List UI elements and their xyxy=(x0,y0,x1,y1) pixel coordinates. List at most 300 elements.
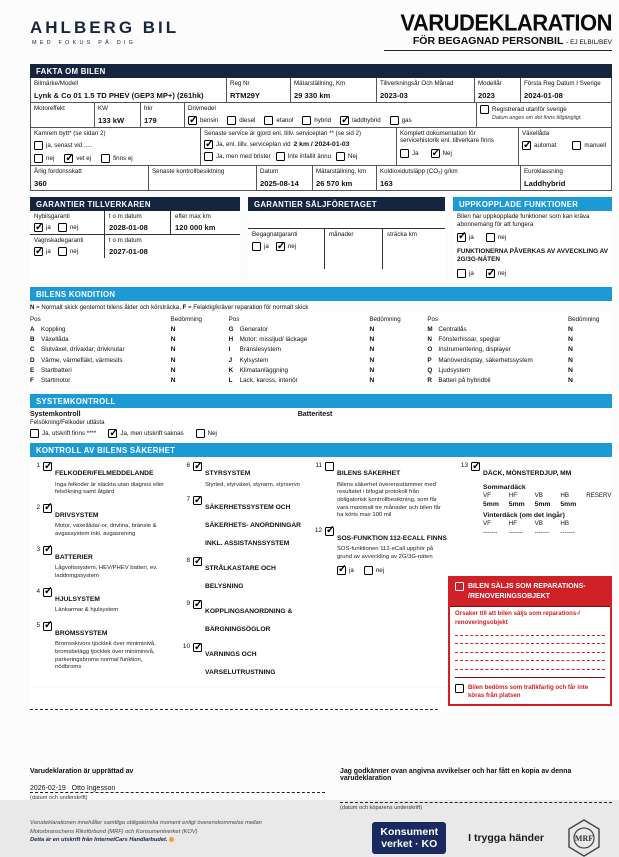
tire-col: HB xyxy=(560,520,569,528)
nybilsgaranti-row xyxy=(30,211,240,234)
uppkopplade-ja-checkbox[interactable] xyxy=(457,233,466,242)
uppkopplade-text: Bilen har uppkopplade funktioner som kan kräva abonnemang för att fungera xyxy=(457,213,590,229)
item-title: DÄCK, MÖNSTERDJUP, MM xyxy=(483,470,572,478)
option-label: nej xyxy=(69,224,79,231)
dealer-logo-name: AHLBERG BIL xyxy=(30,18,180,37)
mrf-seal-icon xyxy=(566,819,602,857)
noteringar-body xyxy=(30,702,445,710)
vagnskade-ja-checkbox[interactable] xyxy=(34,247,43,256)
field-value: 2025-08-14 xyxy=(260,179,299,188)
item-number: 13 xyxy=(460,462,468,470)
option-label: ja xyxy=(46,248,51,255)
field-label: hkr xyxy=(144,105,153,112)
item-title: VARNINGS OCH VARSELUTRUSTNING xyxy=(205,651,276,677)
checklist-item-4 xyxy=(30,588,170,615)
section-systemkontroll: SYSTEMKONTROLL xyxy=(30,394,612,408)
tire-value: 5mm xyxy=(508,501,525,509)
field-label: Euroklassning xyxy=(524,168,563,175)
tire-value: ------- xyxy=(534,529,550,537)
seller-signature-caption: (datum och underskrift) xyxy=(30,794,88,801)
utskrift-saknas-checkbox[interactable] xyxy=(108,429,117,438)
field-bilmarke xyxy=(31,78,227,102)
pos-header: Pos xyxy=(228,316,240,323)
option-label: Ja xyxy=(412,150,419,157)
begagnat-nej-checkbox[interactable] xyxy=(276,242,285,251)
paverkas-nej-checkbox[interactable] xyxy=(486,269,495,278)
pos: E xyxy=(30,366,35,374)
option-label: ja xyxy=(46,224,51,231)
option-label: Ja, utskrift finns **** xyxy=(42,430,97,438)
item-9-checkbox[interactable] xyxy=(193,600,202,609)
garanti-name: Nybilsgaranti xyxy=(34,213,70,220)
vinterdack-table xyxy=(483,520,612,536)
kamrem-ja-checkbox[interactable] xyxy=(34,141,43,150)
reparationsobjekt-title: BILEN SÄLJS SOM REPARATIONS- /RENOVERINGSOBJEKT xyxy=(468,583,586,600)
pos: D xyxy=(30,356,35,364)
uppkopplade-nej-checkbox[interactable] xyxy=(486,233,495,242)
value: N xyxy=(568,326,573,333)
document-footer xyxy=(30,819,612,857)
trygga-hander-text: I trygga händer xyxy=(468,831,544,844)
field-regnr xyxy=(227,78,291,102)
checklist-item-8 xyxy=(180,557,302,593)
diesel-checkbox[interactable] xyxy=(227,116,236,125)
kondition-col-1 xyxy=(30,314,215,386)
value: N xyxy=(369,356,375,364)
section-bilens-kondition: BILENS KONDITION xyxy=(30,287,612,301)
fineprint-line-3-text: Detta är en utskrift från InternetCars Handlarbudet. xyxy=(30,837,168,844)
vinterdack-label: Vinterdäck (om det ingår) xyxy=(483,512,565,520)
ecall-ja-checkbox[interactable] xyxy=(337,566,346,575)
name: Klimatanläggning xyxy=(239,366,288,374)
name: Generator xyxy=(239,326,269,333)
kondition-row xyxy=(229,356,414,366)
orsaker-line[interactable] xyxy=(455,627,605,636)
field-euroklassning xyxy=(521,166,611,190)
begagnatgaranti-row xyxy=(248,228,445,269)
kamrem-nej-checkbox[interactable] xyxy=(34,154,43,163)
kondition-row xyxy=(427,325,612,335)
value: N xyxy=(568,376,573,384)
manader-label: månader xyxy=(329,231,354,238)
field-tillverkningsar xyxy=(377,78,475,102)
etanol-checkbox[interactable] xyxy=(264,116,273,125)
hybrid-checkbox[interactable] xyxy=(302,116,311,125)
item-6-checkbox[interactable] xyxy=(193,462,202,471)
field-value: 163 xyxy=(380,179,393,188)
document-subtitle xyxy=(384,35,612,47)
field-value: 133 kW xyxy=(98,116,125,125)
kamrem-vetej-checkbox[interactable] xyxy=(64,154,73,163)
field-value: RTM29Y xyxy=(230,91,260,100)
field-label: Senaste service är gjord enl. tillv. serviceplan ** (se sid 2) xyxy=(204,130,362,137)
kondition-row xyxy=(229,325,414,335)
tire-col: RESERV xyxy=(586,492,612,500)
noteringar-line[interactable] xyxy=(30,702,438,710)
drivmedel-option-diesel xyxy=(227,116,255,125)
item-number: 8 xyxy=(186,557,190,565)
dok-nej-checkbox[interactable] xyxy=(431,149,440,158)
kamrem-nej xyxy=(34,154,54,163)
field-label: Drivmedel xyxy=(188,105,216,112)
vagnskade-nej-checkbox[interactable] xyxy=(58,247,67,256)
tire-col: HB xyxy=(560,492,569,500)
orsaker-line[interactable] xyxy=(455,636,605,645)
section-kontroll-sakerhet: KONTROLL AV BILENS SÄKERHET xyxy=(30,443,612,457)
option-label: hybrid xyxy=(314,117,332,124)
document-title: VARUDEKLARATION xyxy=(400,9,612,36)
drivmedel-option-gas xyxy=(390,116,412,125)
field-label: Komplett dokumentation för servicehistorik enl. tillverkare finns xyxy=(400,130,494,144)
subtitle-text: FÖR BEGAGNAD PERSONBIL xyxy=(412,35,564,47)
dealer-logo-tagline: MED FOKUS PÅ DIG xyxy=(32,40,137,46)
tire-col: VB xyxy=(534,520,543,528)
checklist-item-3 xyxy=(30,546,170,581)
item-desc: Länkarmar & hjulsystem xyxy=(55,607,119,614)
systemkontroll-title: Systemkontroll xyxy=(30,411,81,419)
item-title: BROMSSYSTEM xyxy=(55,629,108,637)
option-label: Ja, men utskrift saknas xyxy=(120,430,184,438)
fineprint-line-2: Motorbranschens Riksförbund (MRF) och Konsumentverket (KOV) xyxy=(30,828,198,835)
name: Startmotor xyxy=(41,376,71,384)
option-label: manuell xyxy=(584,142,607,149)
kondition-row xyxy=(30,345,215,355)
option-label: Nej xyxy=(207,430,217,438)
field-hkr xyxy=(141,103,185,127)
checklist-item-10 xyxy=(180,643,302,679)
orsaker-line[interactable] xyxy=(455,661,605,670)
field-label: Första Reg Datum I Sverige xyxy=(524,80,601,87)
value: N xyxy=(170,336,176,344)
item-5-checkbox[interactable] xyxy=(43,622,52,631)
drivmedel-option-hybrid xyxy=(302,116,331,125)
option-label: finns ej xyxy=(113,155,133,162)
service-nej-checkbox[interactable] xyxy=(336,152,345,161)
field-value: Laddhybrid xyxy=(524,179,566,188)
reparationsobjekt-checkbox[interactable] xyxy=(455,582,464,591)
orsaker-line[interactable] xyxy=(455,644,605,653)
name: Kylsystem xyxy=(239,356,269,364)
value: N xyxy=(568,346,573,354)
tom-datum-value: 2027-01-08 xyxy=(109,247,148,256)
tire-value xyxy=(586,501,612,508)
field-value: 2023-03 xyxy=(380,91,408,100)
legend-n: N xyxy=(30,304,35,311)
item-desc: Styrled, styrväxel, styrarm, styrservo xyxy=(205,481,300,488)
utskrift-finns-checkbox[interactable] xyxy=(30,429,39,438)
service-inte-infallit xyxy=(276,152,331,161)
name: Slutväxel, drivaxlar, drivknutar xyxy=(41,346,125,354)
option-label: vet ej xyxy=(76,155,92,162)
option-label: etanol xyxy=(276,117,294,124)
item-number: 5 xyxy=(36,621,40,629)
value: N xyxy=(170,376,176,384)
pos: H xyxy=(228,336,234,344)
service-date-value: 2 km / 2024-01-03 xyxy=(293,141,350,148)
option-label: ja xyxy=(264,243,269,250)
footer-logos xyxy=(372,819,602,857)
pos: C xyxy=(30,346,35,354)
bedomning-header: Bedömning xyxy=(568,316,600,323)
nybilsgaranti-ja-checkbox[interactable] xyxy=(34,223,43,232)
orsaker-line[interactable] xyxy=(455,653,605,662)
option-label: Registrerad utanför sverige xyxy=(492,106,567,113)
section-garantier-tillverkaren: GARANTIER TILLVERKAREN xyxy=(30,197,240,211)
buyer-signature-label: Jag godkänner ovan angivna avvikelser och har fått en kopia av denna varudeklaration xyxy=(340,768,572,783)
field-label: Koldioxidutsläpp (CO₂) g/km xyxy=(380,168,458,175)
laddhybrid-checkbox[interactable] xyxy=(340,116,349,125)
item-12-checkbox[interactable] xyxy=(325,527,334,536)
item-number: 7 xyxy=(186,496,190,504)
tire-col: VB xyxy=(534,492,543,500)
kondition-row xyxy=(427,356,612,366)
field-label: Mätarställning, Km xyxy=(294,80,346,87)
service-brister-checkbox[interactable] xyxy=(204,152,213,161)
item-11-checkbox[interactable] xyxy=(325,462,334,471)
item-title: SOS-FUNKTION 112-ECALL FINNS xyxy=(337,534,447,542)
name: Bränslesystem xyxy=(239,346,281,354)
item-desc: Inga felkoder är släckta utan diagnos eller felsökning samt åtgärd xyxy=(55,481,165,496)
item-number: 12 xyxy=(314,526,322,534)
value: N xyxy=(568,336,573,344)
option-label: Ja, men med brister xyxy=(216,153,271,160)
item-number: 1 xyxy=(36,462,40,470)
sommardack-table xyxy=(483,492,612,508)
vaxellada-manuell xyxy=(572,141,606,150)
option-label: Inte infallit ännu xyxy=(287,153,332,160)
kondition-row xyxy=(30,376,215,386)
reparationsobjekt-box xyxy=(448,576,612,706)
field-value: 26 570 km xyxy=(316,179,353,188)
registrerad-checkbox[interactable] xyxy=(480,105,489,114)
tom-datum-label: t o m datum xyxy=(109,213,142,220)
item-8-checkbox[interactable] xyxy=(193,557,202,566)
field-motoreffekt xyxy=(31,103,95,127)
checklist-item-7 xyxy=(180,496,302,550)
option-label: diesel xyxy=(239,117,256,124)
value: N xyxy=(369,326,375,333)
item-number: 10 xyxy=(182,643,190,651)
bedomning-header: Bedömning xyxy=(170,316,202,323)
item-number: 2 xyxy=(36,503,40,511)
tire-value: ------- xyxy=(483,529,498,537)
kondition-row xyxy=(229,345,414,355)
pos: B xyxy=(30,336,35,344)
tire-col: VF xyxy=(483,520,491,528)
section-noteringar: NOTERINGAR OM ÖVRIGA KÄNDA AVVIKELSER xyxy=(30,688,445,702)
option-label: Nej xyxy=(348,153,358,160)
field-forsta-reg xyxy=(521,78,611,102)
drivmedel-option-laddhybrid xyxy=(340,116,381,125)
pos: K xyxy=(228,366,234,374)
pos-header: Pos xyxy=(30,316,41,323)
item-13-checkbox[interactable] xyxy=(471,462,480,471)
field-vaxellada xyxy=(519,128,611,165)
option-label: bensin xyxy=(200,117,219,124)
option-label: nej xyxy=(287,243,297,250)
field-label: Senaste kontrollbesiktning xyxy=(152,168,225,175)
kondition-col-2 xyxy=(229,314,414,386)
field-label: Tillverkningsår Och Månad xyxy=(380,80,454,87)
field-value: 360 xyxy=(34,179,47,188)
funktioner-paverkas-text: FUNKTIONERNA PÅVERKAS AV AVVECKLING AV 2G/3G-NÄTEN xyxy=(457,247,609,264)
kondition-row xyxy=(427,345,612,355)
pos: A xyxy=(30,326,35,333)
item-number: 11 xyxy=(315,462,322,470)
item-title: BILENS SÄKERHET xyxy=(337,470,401,478)
field-label: Reg Nr xyxy=(230,80,250,87)
kondition-row xyxy=(229,335,414,345)
document-title-block xyxy=(384,9,612,51)
item-7-checkbox[interactable] xyxy=(193,496,202,505)
field-label: Datum xyxy=(260,168,279,175)
value: N xyxy=(170,356,176,364)
item-4-checkbox[interactable] xyxy=(43,588,52,597)
field-drivmedel xyxy=(185,103,477,127)
field-service xyxy=(201,128,397,165)
fakta-table xyxy=(30,78,612,191)
checklist-item-13 xyxy=(458,462,612,536)
manuell-checkbox[interactable] xyxy=(572,141,581,150)
garanti-row xyxy=(30,197,612,280)
pos: Q xyxy=(427,366,433,374)
paverkas-ja-checkbox[interactable] xyxy=(457,269,466,278)
checklist-item-6 xyxy=(180,462,302,489)
option-label: nej xyxy=(497,233,507,241)
systemkontroll-body xyxy=(30,408,612,443)
nybilsgaranti-nej-checkbox[interactable] xyxy=(58,223,67,232)
handlarbudet-icon xyxy=(169,837,174,842)
option-label: laddhybrid xyxy=(352,117,381,124)
kv-logo-line-1: Konsument xyxy=(380,825,439,838)
field-fordonsskatt xyxy=(31,166,149,190)
option-label: Nej xyxy=(442,150,452,157)
ecall-nej-checkbox[interactable] xyxy=(364,566,373,575)
pos: I xyxy=(228,346,231,354)
item-title: HJULSYSTEM xyxy=(55,595,100,603)
felsokning-label: Felsökning/Felkoder utlästa xyxy=(30,419,105,427)
field-kw xyxy=(95,103,141,127)
item-title: KOPPLINGSANORDNING & BÄRGNINGSÖGLOR xyxy=(205,608,293,634)
kamrem-finnsej-checkbox[interactable] xyxy=(101,154,110,163)
orsaker-label: Orsaker till att bilen säljs som reparations-/ renoveringsobjekt xyxy=(455,610,580,626)
item-desc: Motor, växellåda/-or, drivlina, bränsle & avgassystem inkl. avgasrening xyxy=(55,523,157,538)
buyer-signature-line[interactable] xyxy=(340,792,612,803)
seller-signature-value[interactable]: 2026-02-19 Otto Ingesson xyxy=(30,785,325,793)
field-label: KW xyxy=(98,105,108,112)
item-2-checkbox[interactable] xyxy=(43,504,52,513)
kondition-col-3 xyxy=(427,314,612,386)
kondition-legend xyxy=(30,304,612,311)
drivmedel-option-etanol xyxy=(264,116,293,125)
garanti-name: Begagnatgaranti xyxy=(252,231,298,238)
field-label: Kamrem bytt* (se sidan 2) xyxy=(34,130,106,137)
kondition-row xyxy=(427,366,612,376)
trafikfarlig-checkbox[interactable] xyxy=(455,684,464,693)
stracka-label: sträcka km xyxy=(387,231,417,238)
tire-value: ------- xyxy=(560,529,575,537)
tire-col: HF xyxy=(508,492,518,500)
sommardack-label: Sommardäck xyxy=(483,484,526,492)
item-number: 4 xyxy=(36,587,40,595)
pos: F xyxy=(30,376,34,384)
bensin-checkbox[interactable] xyxy=(188,116,197,125)
kondition-row xyxy=(427,335,612,345)
uppkopplade-funktioner-box xyxy=(453,197,612,280)
item-title: SÄKERHETSSYSTEM OCH SÄKERHETS- ANORDNINGAR INKL. ASSISTANSSYSTEM xyxy=(205,504,301,548)
option-label: gas xyxy=(401,117,412,124)
field-label: Mätarställning, km xyxy=(316,168,367,175)
pos: J xyxy=(228,356,233,364)
item-number: 9 xyxy=(186,600,190,608)
max-km-label: efter max km xyxy=(175,213,211,220)
garanti-name: Vagnskadegaranti xyxy=(34,237,84,244)
field-value: 29 330 km xyxy=(294,91,331,100)
automat-checkbox[interactable] xyxy=(522,141,531,150)
kondition-row xyxy=(30,335,215,345)
field-label: Årlig fordonsskatt xyxy=(34,168,82,175)
option-label: ja xyxy=(469,233,474,241)
pos: N xyxy=(427,336,432,344)
pos-header: Pos xyxy=(427,316,439,323)
checklist-item-11 xyxy=(312,462,448,520)
service-inte-infallit-checkbox[interactable] xyxy=(276,152,285,161)
checklist-item-2 xyxy=(30,504,170,539)
service-nej xyxy=(336,152,357,161)
tire-value: 5mm xyxy=(483,501,499,509)
fakta-row-4 xyxy=(31,166,611,190)
item-3-checkbox[interactable] xyxy=(43,546,52,555)
bedomning-header: Bedömning xyxy=(369,316,401,323)
tire-value: ------- xyxy=(508,529,524,537)
registrerad-note: Datum anges om det finns tillgängligt. xyxy=(492,115,582,121)
item-number: 3 xyxy=(36,545,40,553)
tire-col: HF xyxy=(508,520,518,528)
service-ja-checkbox[interactable] xyxy=(204,140,213,149)
item-desc: Lågvoltssystem, HEV/PHEV batteri, ev. laddningssystem xyxy=(55,565,158,579)
item-1-checkbox[interactable] xyxy=(43,462,52,471)
item-number: 6 xyxy=(186,462,190,470)
checklist-col-1 xyxy=(30,462,170,686)
section-uppkopplade-funktioner: UPPKOPPLADE FUNKTIONER xyxy=(453,197,612,211)
kondition-row xyxy=(30,356,215,366)
fineprint-line-3 xyxy=(30,836,372,845)
checklist-item-9 xyxy=(180,600,302,636)
value: N xyxy=(170,366,176,374)
vaxellada-automat xyxy=(522,141,556,150)
tire-col: VF xyxy=(483,492,491,500)
garantier-tillverkaren-box xyxy=(30,197,240,280)
vagnskadegaranti-row xyxy=(30,234,240,258)
name: Fönsterhissar, speglar xyxy=(438,336,501,344)
option-label: automat xyxy=(534,142,557,149)
subtitle-note: - EJ ELBIL/BEV xyxy=(566,39,612,46)
item-10-checkbox[interactable] xyxy=(193,643,202,652)
utskrift-nej-checkbox[interactable] xyxy=(196,429,205,438)
kondition-grid xyxy=(30,312,612,390)
name: Ljudsystem xyxy=(438,366,471,374)
value: N xyxy=(369,346,375,354)
option-label: ja xyxy=(349,566,354,574)
name: Värme, värmefläkt, värmesits xyxy=(41,356,123,364)
pos: P xyxy=(427,356,432,364)
value: N xyxy=(170,346,176,354)
dok-ja-checkbox[interactable] xyxy=(400,149,409,158)
dok-nej xyxy=(431,149,452,158)
gas-checkbox[interactable] xyxy=(390,116,399,125)
begagnat-ja-checkbox[interactable] xyxy=(252,242,261,251)
field-label: Bilmärke/Modell xyxy=(34,80,79,87)
